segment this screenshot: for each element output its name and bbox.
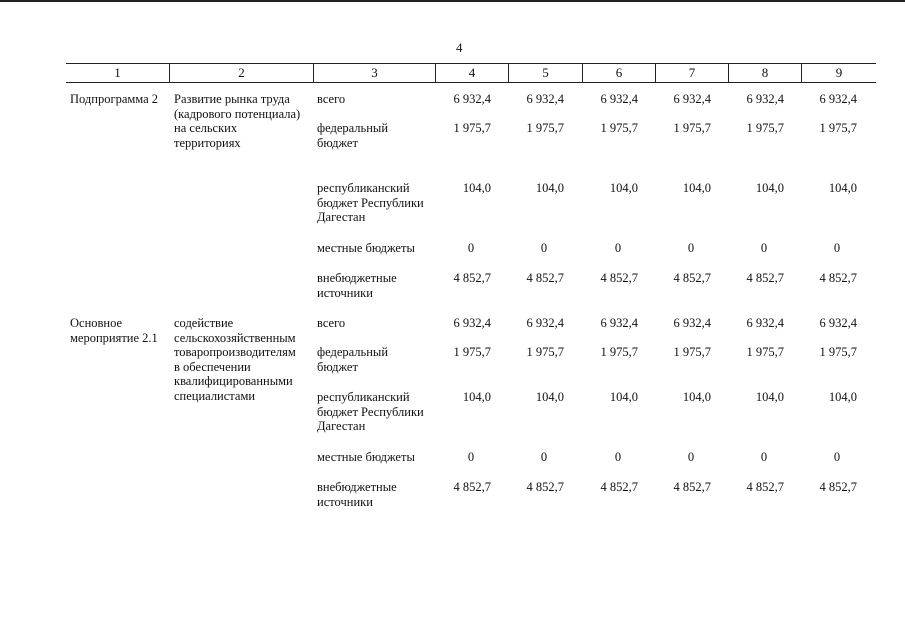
funding-source-line: федеральный: [317, 121, 389, 135]
value-cell: 104,0: [682, 181, 711, 195]
funding-source-line: республиканский: [317, 181, 410, 195]
value-cell: 6 932,4: [673, 92, 711, 106]
funding-source-line: всего: [317, 316, 346, 330]
funding-source: [317, 390, 424, 434]
value-cell: 4 852,7: [673, 271, 711, 285]
value-cell: 4 852,7: [526, 271, 564, 285]
funding-source: [317, 241, 415, 256]
value-cell: 1 975,7: [819, 121, 857, 135]
value-cell: 0: [614, 241, 622, 255]
value-cell: 6 932,4: [746, 92, 784, 106]
funding-source-line: бюджет: [317, 135, 358, 150]
value-cell: 104,0: [462, 181, 491, 195]
top-border: [0, 0, 905, 2]
funding-source-line: федеральный: [317, 345, 389, 359]
funding-source: [317, 316, 345, 331]
value-cell: 4 852,7: [819, 271, 857, 285]
funding-source: [317, 271, 397, 300]
value-cell: 6 932,4: [819, 316, 857, 330]
funding-source-line: бюджет Республики: [317, 195, 424, 210]
value-cell: 6 932,4: [746, 316, 784, 330]
value-cell: 0: [687, 241, 695, 255]
value-cell: 104,0: [828, 181, 857, 195]
value-cell: 6 932,4: [819, 92, 857, 106]
value-cell: 4 852,7: [746, 480, 784, 494]
funding-source-line: бюджет: [317, 359, 358, 374]
funding-source-line: местные бюджеты: [317, 450, 415, 464]
description-line: квалифицированными: [174, 374, 293, 388]
value-cell: 4 852,7: [746, 271, 784, 285]
value-cell: 104,0: [609, 181, 638, 195]
value-cell: 4 852,7: [453, 480, 491, 494]
value-cell: 4 852,7: [526, 480, 564, 494]
column-header-8: 8: [761, 65, 769, 80]
activity-name-line: мероприятие 2.1: [70, 330, 158, 345]
funding-source-line: Дагестан: [317, 210, 366, 224]
value-cell: 1 975,7: [526, 121, 564, 135]
value-cell: 0: [614, 450, 622, 464]
value-cell: 104,0: [682, 390, 711, 404]
value-cell: 104,0: [535, 390, 564, 404]
column-header-1: 1: [114, 65, 121, 80]
value-cell: 4 852,7: [600, 480, 638, 494]
funding-source: [317, 121, 388, 150]
funding-source-line: местные бюджеты: [317, 241, 415, 255]
column-header-7: 7: [688, 65, 696, 80]
activity-name: [70, 316, 158, 345]
value-cell: 6 932,4: [600, 316, 638, 330]
column-header-4: 4: [468, 65, 476, 80]
description-line: специалистами: [174, 388, 256, 403]
column-header-3: 3: [371, 65, 378, 80]
value-cell: 6 932,4: [526, 316, 564, 330]
funding-source-line: республиканский: [317, 390, 410, 404]
value-cell: 1 975,7: [453, 121, 491, 135]
column-header-5: 5: [542, 65, 549, 80]
funding-source: [317, 181, 424, 225]
value-cell: 4 852,7: [819, 480, 857, 494]
value-cell: 1 975,7: [673, 121, 711, 135]
value-cell: 1 975,7: [673, 345, 711, 359]
value-cell: 104,0: [535, 181, 564, 195]
value-cell: 104,0: [755, 181, 784, 195]
value-cell: 104,0: [609, 390, 638, 404]
value-cell: 0: [833, 450, 841, 464]
funding-source-line: внебюджетные: [317, 271, 397, 285]
description-line: территориях: [174, 135, 241, 150]
funding-source-line: Дагестан: [317, 419, 366, 433]
value-cell: 1 975,7: [746, 345, 784, 359]
funding-source: [317, 480, 397, 509]
header-bottom-rule: [66, 82, 876, 83]
value-cell: 104,0: [755, 390, 784, 404]
description-line: товаропроизводителям: [174, 345, 296, 359]
value-cell: 0: [760, 241, 768, 255]
value-cell: 6 932,4: [526, 92, 564, 106]
funding-source-line: всего: [317, 92, 346, 106]
value-cell: 1 975,7: [453, 345, 491, 359]
column-header-6: 6: [615, 65, 623, 80]
page-number: 4: [456, 40, 463, 55]
value-cell: 0: [540, 241, 548, 255]
funding-source: [317, 92, 345, 107]
description-line: в обеспечении: [174, 359, 251, 374]
program-description: [174, 92, 300, 150]
funding-source-line: бюджет Республики: [317, 404, 424, 419]
value-cell: 4 852,7: [600, 271, 638, 285]
description-line: содействие: [174, 316, 234, 330]
value-cell: 1 975,7: [746, 121, 784, 135]
value-cell: 6 932,4: [600, 92, 638, 106]
description-line: Развитие рынка труда: [174, 92, 290, 106]
value-cell: 0: [540, 450, 548, 464]
funding-source: [317, 345, 388, 374]
value-cell: 1 975,7: [819, 345, 857, 359]
value-cell: 6 932,4: [453, 316, 491, 330]
description-line: на сельских: [174, 121, 238, 135]
value-cell: 0: [760, 450, 768, 464]
value-cell: 0: [467, 450, 475, 464]
funding-source: [317, 450, 415, 465]
funding-source-line: источники: [317, 285, 373, 300]
value-cell: 0: [467, 241, 475, 255]
value-cell: 1 975,7: [600, 121, 638, 135]
program-name: [70, 92, 158, 107]
column-header-9: 9: [835, 65, 843, 80]
value-cell: 1 975,7: [600, 345, 638, 359]
funding-source-line: внебюджетные: [317, 480, 397, 494]
funding-source-line: источники: [317, 494, 373, 509]
value-cell: 104,0: [462, 390, 491, 404]
value-cell: 0: [833, 241, 841, 255]
value-cell: 6 932,4: [673, 316, 711, 330]
activity-name-line: Основное: [70, 316, 123, 330]
column-header-2: 2: [238, 65, 245, 80]
description-line: (кадрового потенциала): [174, 106, 301, 121]
value-cell: 4 852,7: [453, 271, 491, 285]
value-cell: 104,0: [828, 390, 857, 404]
description-line: сельскохозяйственным: [174, 330, 296, 345]
program-name-line: Подпрограмма 2: [70, 92, 159, 106]
value-cell: 4 852,7: [673, 480, 711, 494]
value-cell: 0: [687, 450, 695, 464]
value-cell: 6 932,4: [453, 92, 491, 106]
value-cell: 1 975,7: [526, 345, 564, 359]
activity-description: [174, 316, 296, 403]
